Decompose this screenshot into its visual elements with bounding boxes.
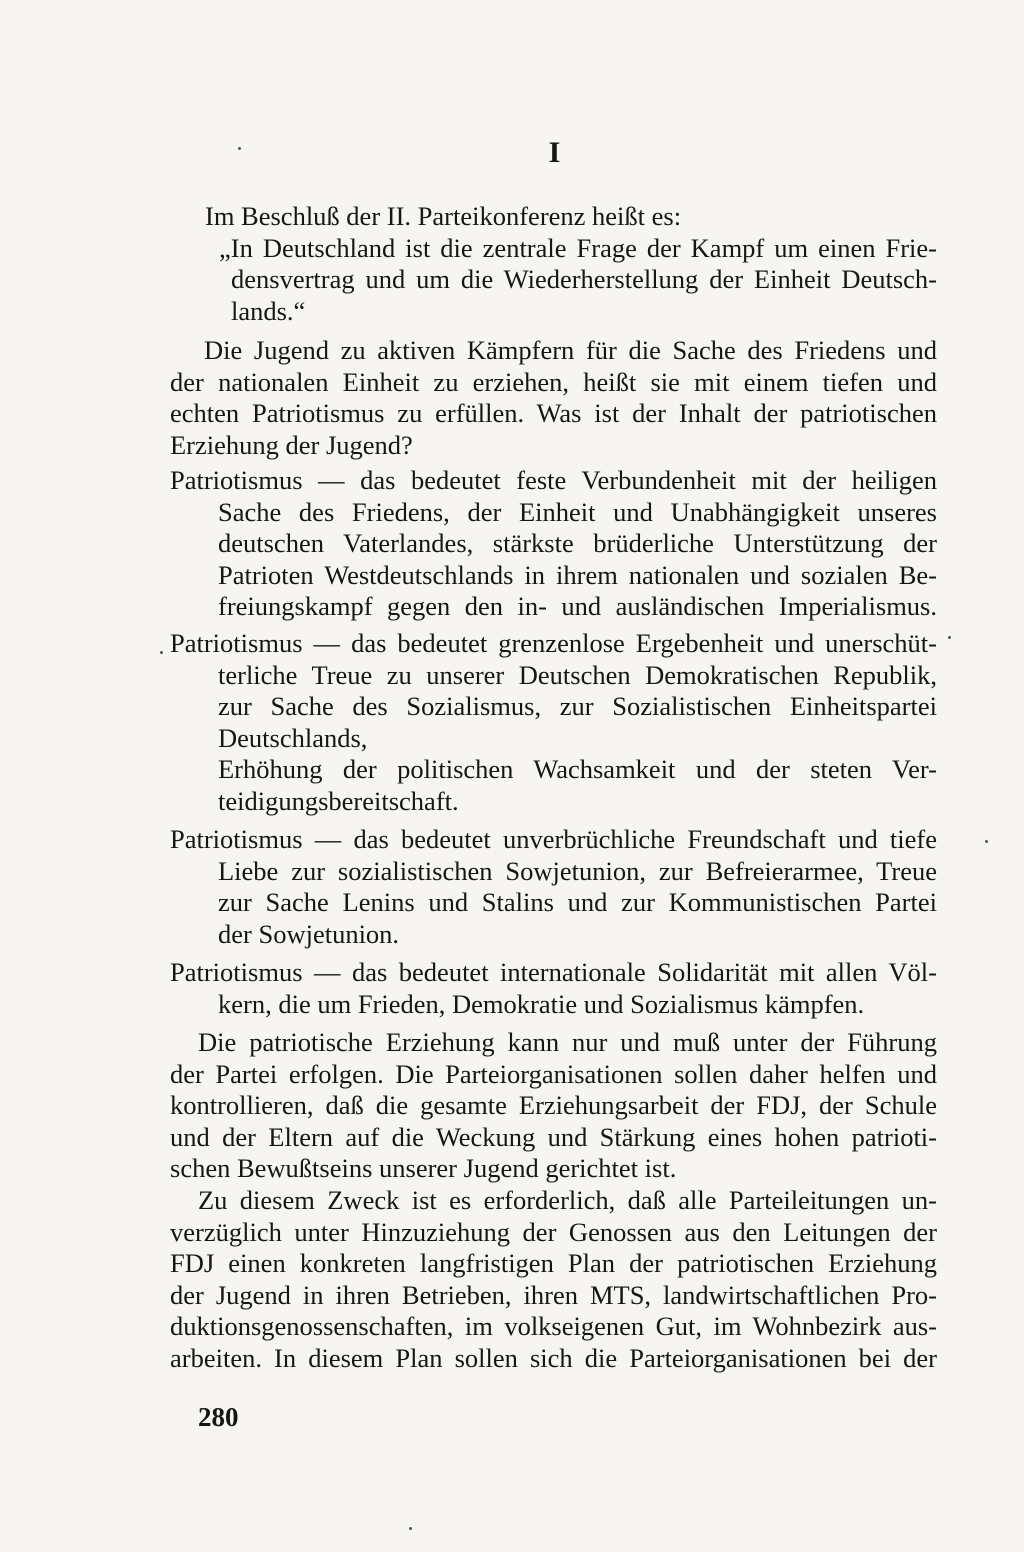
- paragraph-line: kontrollieren, daß die gesamte Erziehungsarbeit der FDJ, der Schule: [170, 1090, 937, 1121]
- item-line: Patriotismus — das bedeutet grenzenlose Ergebenheit und unerschüt-: [170, 628, 937, 658]
- item-line: Patriotismus — das bedeutet internationale Solidarität mit allen Völ-: [170, 957, 937, 987]
- paragraph: [170, 1027, 937, 1185]
- paragraph-line: duktionsgenossenschaften, im volkseigenen Gut, im Wohnbezirk aus-: [170, 1311, 937, 1342]
- item-line: terliche Treue zu unserer Deutschen Demokratischen Republik,: [218, 659, 937, 690]
- paragraph-line: der Jugend in ihren Betrieben, ihren MTS, landwirtschaftlichen Pro-: [170, 1279, 937, 1310]
- item-line: deutschen Vaterlandes, stärkste brüderliche Unterstützung der: [218, 528, 937, 559]
- print-speck: [409, 1527, 412, 1530]
- paragraph-line: Zu diesem Zweck ist es erforderlich, daß alle Parteileitungen un-: [198, 1185, 937, 1215]
- item-line: Sache des Friedens, der Einheit und Unabhängigkeit unseres: [218, 496, 937, 527]
- item-line: zur Sache Lenins und Stalins und zur Kommunistischen Partei: [218, 887, 937, 918]
- item-line: Patrioten Westdeutschlands in ihrem nationalen und sozialen Be-: [218, 559, 937, 590]
- page-number: 280: [198, 1402, 239, 1432]
- item-line: freiungskampf gegen den in- und ausländischen Imperialismus.: [218, 591, 937, 622]
- paragraph-line: Die patriotische Erziehung kann nur und muß unter der Führung: [198, 1027, 937, 1057]
- item-line: Deutschlands,: [218, 722, 368, 753]
- section-heading: I: [548, 136, 562, 169]
- item-line: der Sowjetunion.: [218, 918, 400, 949]
- paragraph-line: FDJ einen konkreten langfristigen Plan der patriotischen Erziehung: [170, 1248, 937, 1279]
- item-line: Patriotismus — das bedeutet unverbrüchliche Freundschaft und tiefe: [170, 824, 937, 854]
- patriotism-item: [170, 824, 937, 950]
- intro-quote: [205, 201, 937, 327]
- paragraph-line: der Partei erfolgen. Die Parteiorganisationen sollen daher helfen und: [170, 1058, 937, 1089]
- item-line: Patriotismus — das bedeutet feste Verbundenheit mit der heiligen: [170, 465, 937, 495]
- paragraph-line: der nationalen Einheit zu erziehen, heißt sie mit einem tiefen und: [170, 366, 937, 397]
- paragraph-line: echten Patriotismus zu erfüllen. Was ist der Inhalt der patriotischen: [170, 398, 937, 429]
- item-line: kern, die um Frieden, Demokratie und Sozialismus kämpfen.: [218, 988, 865, 1019]
- intro-line: lands.“: [231, 295, 306, 326]
- item-line: Liebe zur sozialistischen Sowjetunion, zur Befreierarmee, Treue: [218, 855, 937, 886]
- paragraph-line: verzüglich unter Hinzuziehung der Genossen aus den Leitungen der: [170, 1216, 937, 1247]
- item-line: zur Sache des Sozialismus, zur Sozialistischen Einheitspartei: [218, 691, 937, 722]
- patriotism-item: [170, 957, 937, 1020]
- print-speck: [948, 636, 951, 639]
- patriotism-item: [170, 465, 937, 623]
- print-speck: [238, 147, 241, 150]
- print-speck: [160, 651, 163, 654]
- intro-line: „In Deutschland ist die zentrale Frage der Kampf um einen Frie-: [219, 232, 937, 263]
- intro-line: densvertrag und um die Wiederherstellung der Einheit Deutsch-: [231, 264, 937, 295]
- intro-line: Im Beschluß der II. Parteikonferenz heißt es:: [205, 201, 682, 231]
- paragraph-line: schen Bewußtseins unserer Jugend gerichtet ist.: [170, 1153, 677, 1184]
- paragraph-line: arbeiten. In diesem Plan sollen sich die Parteiorganisationen bei der: [170, 1342, 937, 1373]
- paragraph-line: Die Jugend zu aktiven Kämpfern für die Sache des Friedens und: [204, 335, 937, 365]
- paragraph-line: und der Eltern auf die Weckung und Stärkung eines hohen patrioti-: [170, 1121, 937, 1152]
- paragraph: [170, 335, 937, 461]
- patriotism-item: [170, 628, 937, 818]
- item-line: teidigungsbereitschaft.: [218, 785, 459, 816]
- paragraph: [170, 1185, 937, 1375]
- print-speck: [985, 840, 988, 843]
- item-line: Erhöhung der politischen Wachsamkeit und der steten Ver-: [218, 754, 937, 785]
- paragraph-line: Erziehung der Jugend?: [170, 429, 413, 460]
